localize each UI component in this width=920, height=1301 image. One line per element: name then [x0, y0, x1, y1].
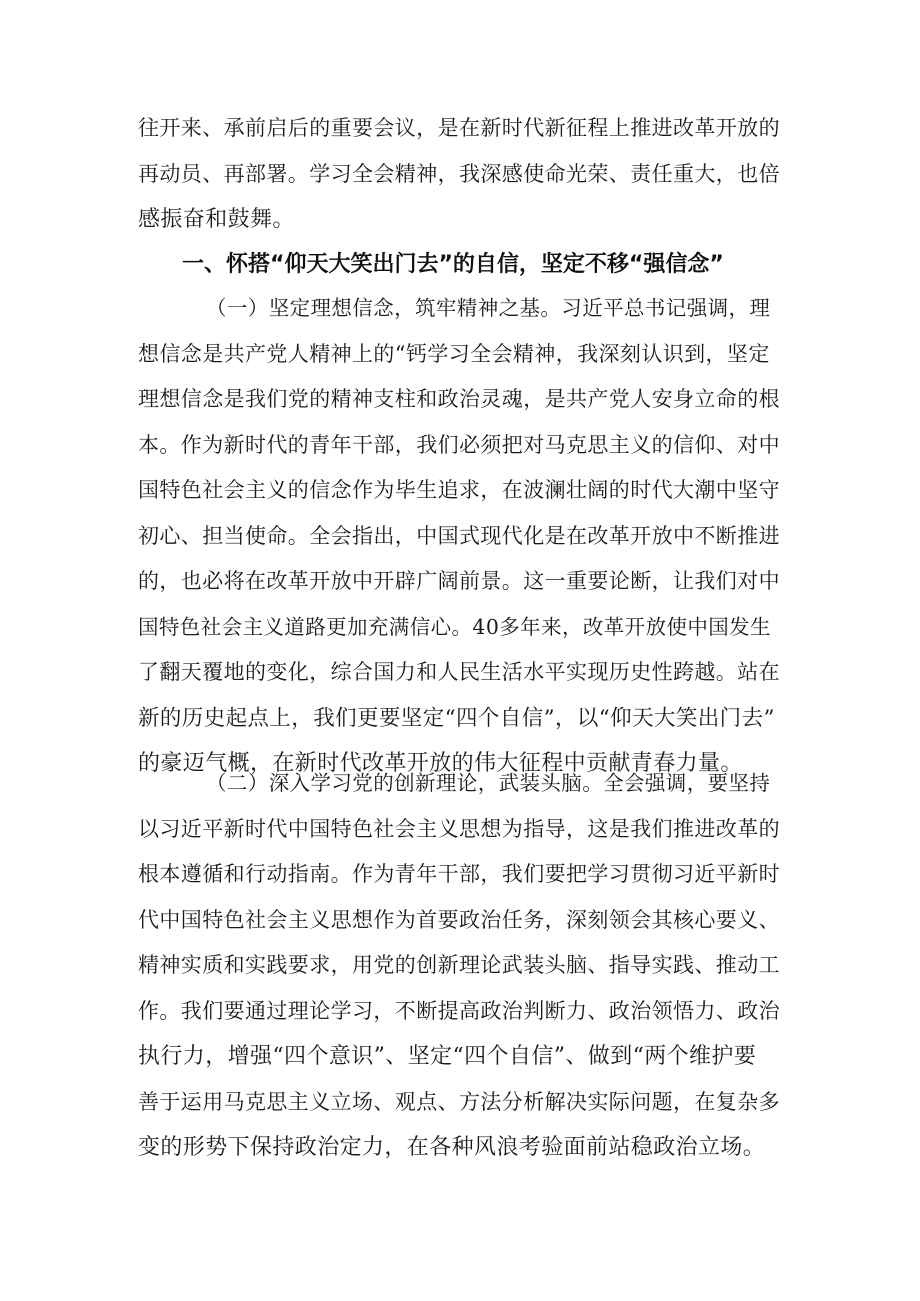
- text-line: （二）深入学习党的创新理论，武装头脑。全会强调，要坚持: [206, 771, 771, 795]
- text-line: （一）坚定理想信念，筑牢精神之基。习近平总书记强调，理: [206, 296, 771, 320]
- text-line: 的豪迈气概，在新时代改革开放的伟大征程中贡献青春力量。: [138, 751, 743, 776]
- text-line: 代中国特色社会主义思想作为首要政治任务，深刻领会其核心要义、: [138, 907, 780, 932]
- text-line: 变的形势下保持政治定力，在各种风浪考验面前站稳政治立场。: [138, 1135, 766, 1160]
- text-line: 感振奋和鼓舞。: [138, 207, 295, 232]
- text-line: 初心、担当使命。全会指出，中国式现代化是在改革开放中不断推进: [138, 523, 780, 548]
- text-line: 的，也必将在改革开放中开辟广阔前景。这一重要论断，让我们对中: [138, 569, 780, 593]
- intro-paragraph: [138, 106, 783, 243]
- text-line: 根本遵循和行动指南。作为青年干部，我们要把学习贯彻习近平新时: [138, 862, 780, 886]
- section-1-paragraph: [138, 286, 783, 787]
- text-line: 作。我们要通过理论学习，不断提高政治判断力、政治领悟力、政治: [138, 998, 780, 1023]
- section-heading: 一、怀搭“仰天大笑出门去”的自信，坚定不移“强信念”: [182, 252, 724, 277]
- text-line: 新的历史起点上，我们更要坚定“四个自信”，以“仰天大笑出门去”: [138, 705, 775, 731]
- text-line: 再动员、再部署。学习全会精神，我深感使命光荣、责任重大，也倍: [138, 161, 780, 186]
- text-line: 理想信念是我们党的精神支柱和政治灵魂，是共产党人安身立命的根: [138, 387, 780, 411]
- text-line: 本。作为新时代的青年干部，我们必须把对马克思主义的信仰、对中: [138, 432, 780, 457]
- text-line: 国特色社会主义的信念作为毕生追求，在波澜壮阔的时代大潮中坚守: [138, 478, 780, 502]
- text-line: 了翻天覆地的变化，综合国力和人民生活水平实现历史性跨越。站在: [138, 660, 780, 684]
- text-line: 往开来、承前启后的重要会议，是在新时代新征程上推进改革开放的: [138, 116, 780, 140]
- text-line: 执行力，增强“四个意识”、坚定“四个自信”、做到“两个维护要: [138, 1044, 757, 1069]
- section-2-paragraph: [138, 761, 783, 1171]
- text-line: 善于运用马克思主义立场、观点、方法分析解决实际问题，在复杂多: [138, 1089, 780, 1114]
- text-line: 国特色社会主义道路更加充满信心。40多年来，改革开放使中国发生: [138, 614, 771, 639]
- text-line: 以习近平新时代中国特色社会主义思想为指导，这是我们推进改革的: [138, 816, 780, 841]
- text-line: 想信念是共产党人精神上的“钙学习全会精神，我深刻认识到，坚定: [138, 341, 770, 366]
- text-line: 精神实质和实践要求，用党的创新理论武装头脑、指导实践、推动工: [138, 953, 780, 977]
